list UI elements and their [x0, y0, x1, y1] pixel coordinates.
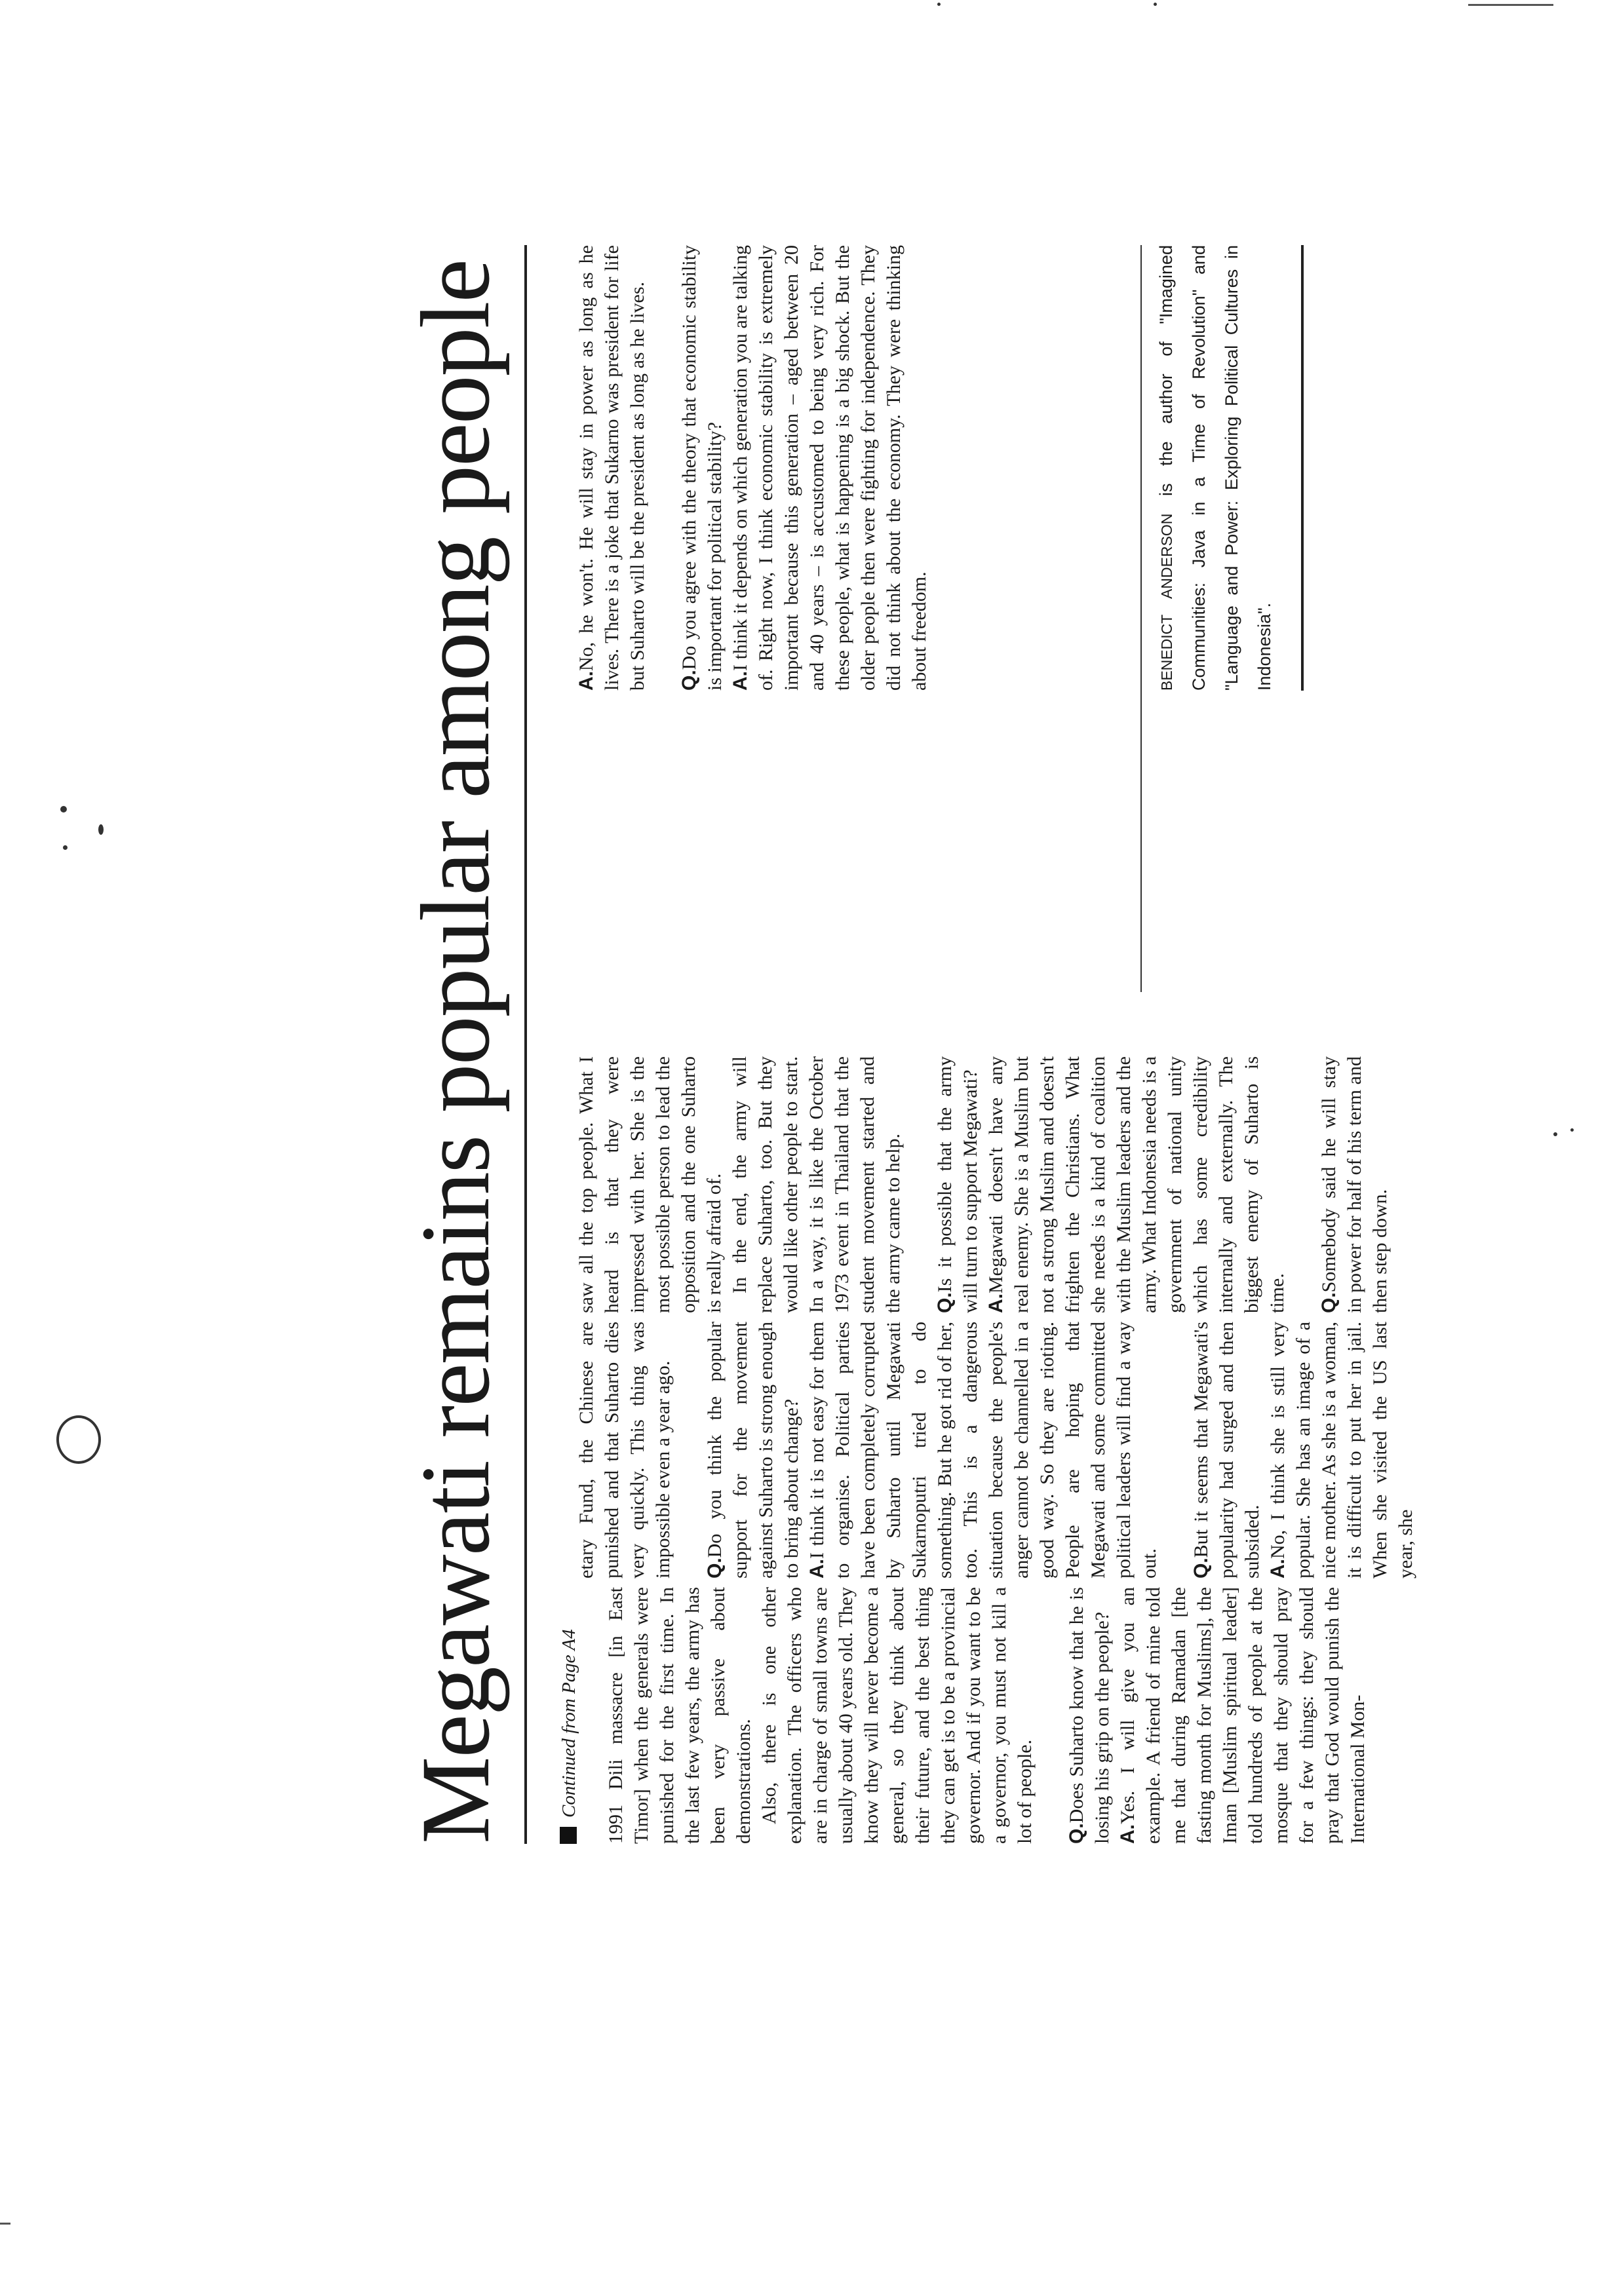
paragraph-text: 1991 Dili massacre [in East Timor] when the generals were punished for the first time. In the last few years, the army has been very passive about demonstrations.: [605, 1587, 754, 1844]
answer-paragraph: [804, 1322, 1162, 1578]
body-paragraph: [574, 1056, 727, 1313]
question-marker: Q.: [1066, 1823, 1087, 1844]
paragraph-text: In the end, the army will replace Suharto, too. But they would like other people to start. In a way, it is like the October 1973 event in Thailand that the student movement started and the army came to help.: [729, 1056, 904, 1313]
paragraph-text: But it seems that Megawati's popularity had surged and then subsided.: [1190, 1322, 1263, 1578]
paragraph-text: Also, there is one other explanation. The officers who are in charge of small towns are usually about 40 years old. They know they will never become a general, so they think about their future, and the best thing they can get is to be a provincial governor. And if you want to be a governor, you must not kill a lot of people.: [758, 1587, 1036, 1844]
continued-from-label: [558, 1629, 580, 1844]
paragraph-text: etary Fund, the Chinese are punished and that Suharto dies very quickly. This thing was impossible even a year ago.: [575, 1322, 674, 1578]
question-marker: Q.: [1318, 1292, 1340, 1313]
answer-paragraph: [1115, 1587, 1371, 1844]
question-marker: Q.: [678, 670, 700, 691]
paragraph-text: saw all the top people. What I heard is that they were impressed with her. She is the most possible person to lead the opposition and the one Suharto is really afraid of.: [575, 1056, 725, 1313]
author-byline: [1150, 245, 1281, 691]
paragraph-text: Yes. I will give you an example. A friend of mine told me that during Ramadan [the fasting month for Muslims], the Iman [Muslim spiritual leader] told hundreds of people at the mosque that they should pray for a few things: they should pray that God would punish the International Mon-: [1117, 1587, 1369, 1844]
article-end-rule: [1301, 245, 1304, 691]
question-paragraph: [1316, 1056, 1393, 1313]
answer-marker: A.: [985, 1293, 1007, 1313]
question-paragraph: [1064, 1587, 1115, 1844]
question-paragraph: [1188, 1322, 1265, 1578]
paragraph-text: Megawati doesn't have any real enemy. She is a Muslim but not a strong Muslim and doesn't frighten the Christians. What she needs is a kind of coalition with the Muslim leaders and the army. What Indonesia needs is a government of national unity which has some credibility internally and externally. The biggest enemy of Suharto is time.: [985, 1056, 1288, 1313]
answer-marker: A.: [1117, 1824, 1138, 1844]
continued-from-text: Continued from Page A4: [558, 1629, 579, 1818]
question-paragraph: [676, 245, 728, 691]
question-paragraph: [932, 1056, 983, 1313]
paragraph-text: Is it possible that the army will turn to support Megawati?: [934, 1056, 981, 1313]
body-paragraph: [756, 1587, 1038, 1844]
article-column-1: [603, 1587, 1371, 1844]
answer-paragraph: [1265, 1322, 1418, 1578]
paragraph-text: I think it is not easy for them to organise. Political parties have been completely corrupted by Suharto until Megawati Sukarnoputri tried to do something. But he got rid of her, too. This is a dangerous situation because the people's anger cannot be channelled in a good way. So they are rioting. People are hoping that Megawati and some committed political leaders will find a way out.: [806, 1322, 1160, 1578]
headline: Megawati remains popular among people: [401, 260, 510, 1844]
body-paragraph: [727, 1056, 906, 1313]
article-column-3: [574, 1056, 1393, 1313]
article-column-2: [574, 1322, 1418, 1578]
paragraph-text: Does Suharto know that he is losing his grip on the people?: [1066, 1587, 1113, 1844]
author-bio: is the author of "Imagined Communities: Java in a Time of Revolution" and "Language and Power: Exploring Political Cultures in Indonesia".: [1156, 245, 1274, 691]
question-paragraph: [702, 1322, 804, 1578]
question-marker: Q.: [1190, 1558, 1212, 1578]
article-column-4: [574, 245, 932, 691]
paragraph-text: Somebody said he will stay in power for half of his term and then step down.: [1318, 1056, 1391, 1313]
author-name: BENEDICT ANDERSON: [1158, 513, 1175, 691]
answer-paragraph: [574, 245, 650, 691]
body-paragraph: [603, 1587, 756, 1844]
answer-paragraph: [728, 245, 932, 691]
headline-rule: [524, 245, 527, 1844]
answer-marker: A.: [806, 1559, 828, 1578]
paragraph-text: No, he won't. He will stay in power as long as he lives. There is a joke that Sukarno was president for life but Suharto will be the president as long as he lives.: [575, 245, 648, 691]
paragraph-text: No, I think she is still very popular. She has an image of a nice mother. As she is a woman, it is difficult to put her in jail. When she visited the US last year, she: [1267, 1322, 1416, 1578]
paragraph-text: Do you agree with the theory that economic stability is important for political stability?: [678, 245, 726, 691]
question-marker: Q.: [934, 1292, 956, 1313]
answer-marker: A.: [730, 671, 751, 691]
answer-marker: A.: [1267, 1559, 1289, 1578]
paragraph-text: Do you think the popular support for the movement against Suharto is strong enough to bring about change?: [704, 1322, 802, 1578]
question-marker: Q.: [704, 1558, 726, 1578]
paragraph-text: I think it depends on which generation you are talking of. Right now, I think economic stability is extremely important because this generation – aged between 20 and 40 years – is accustomed to being very rich. For these people, what is happening is a big shock. But the older people then were fighting for independence. They did not think about the economy. They were thinking about freedom.: [730, 245, 930, 691]
byline-rule: [1140, 245, 1142, 992]
square-bullet-icon: [560, 1827, 577, 1844]
answer-marker: A.: [575, 671, 597, 691]
body-paragraph: [574, 1322, 676, 1578]
answer-paragraph: [983, 1056, 1290, 1313]
